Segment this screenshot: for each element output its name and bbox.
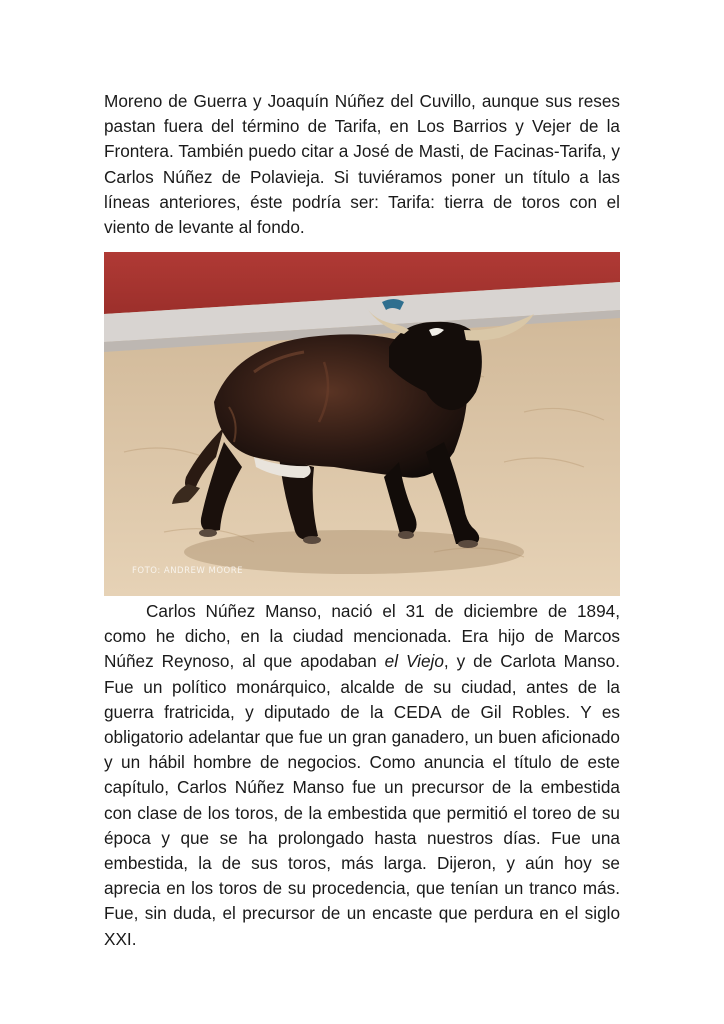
photo-credit: FOTO: ANDREW MOORE <box>132 566 243 576</box>
paragraph-2-part-1: Carlos Núñez Manso, nació el 31 de diciembre de 1894, como he dicho, en la ciudad mencionada. Era hijo de Marcos Núñez Reynoso, al que apodaban <box>104 601 620 672</box>
paragraph-1: Moreno de Guerra y Joaquín Núñez del Cuvillo, aunque sus reses pastan fuera del término de Tarifa, en Los Barrios y Vejer de la Frontera. También puedo citar a José de Masti, de Facinas-Tarifa, y Carlos Núñez de Polavieja. Si tuviéramos poner un título a las líneas anteriores, éste podría ser: Tarifa: tierra de toros con el viento de levante al fondo. <box>104 91 620 238</box>
bull-photo <box>104 252 620 596</box>
bull-photo-illustration <box>104 252 620 596</box>
paragraph-2 <box>104 599 620 952</box>
paragraph-2-italic: el Viejo <box>384 651 444 672</box>
paragraph-2-part-2: , y de Carlota Manso. Fue un político monárquico, alcalde de su ciudad, antes de la guerra fratricida, y diputado de la CEDA de Gil Robles. Y es obligatorio adelantar que fue un gran ganadero, un buen aficionado y un hábil hombre de negocios. Como anuncia el título de este capítulo, Carlos Núñez Manso fue un precursor de la embestida con clase de los toros, de la embestida que permitió el toreo de su época y que se ha prolongado hasta nuestros días. Fue una embestida, la de sus toros, más larga. Dijeron, y aún hoy se aprecia en los toros de su procedencia, que tenían un tranco más. Fue, sin duda, el precursor de un encaste que perdura en el siglo XXI. <box>104 651 620 949</box>
